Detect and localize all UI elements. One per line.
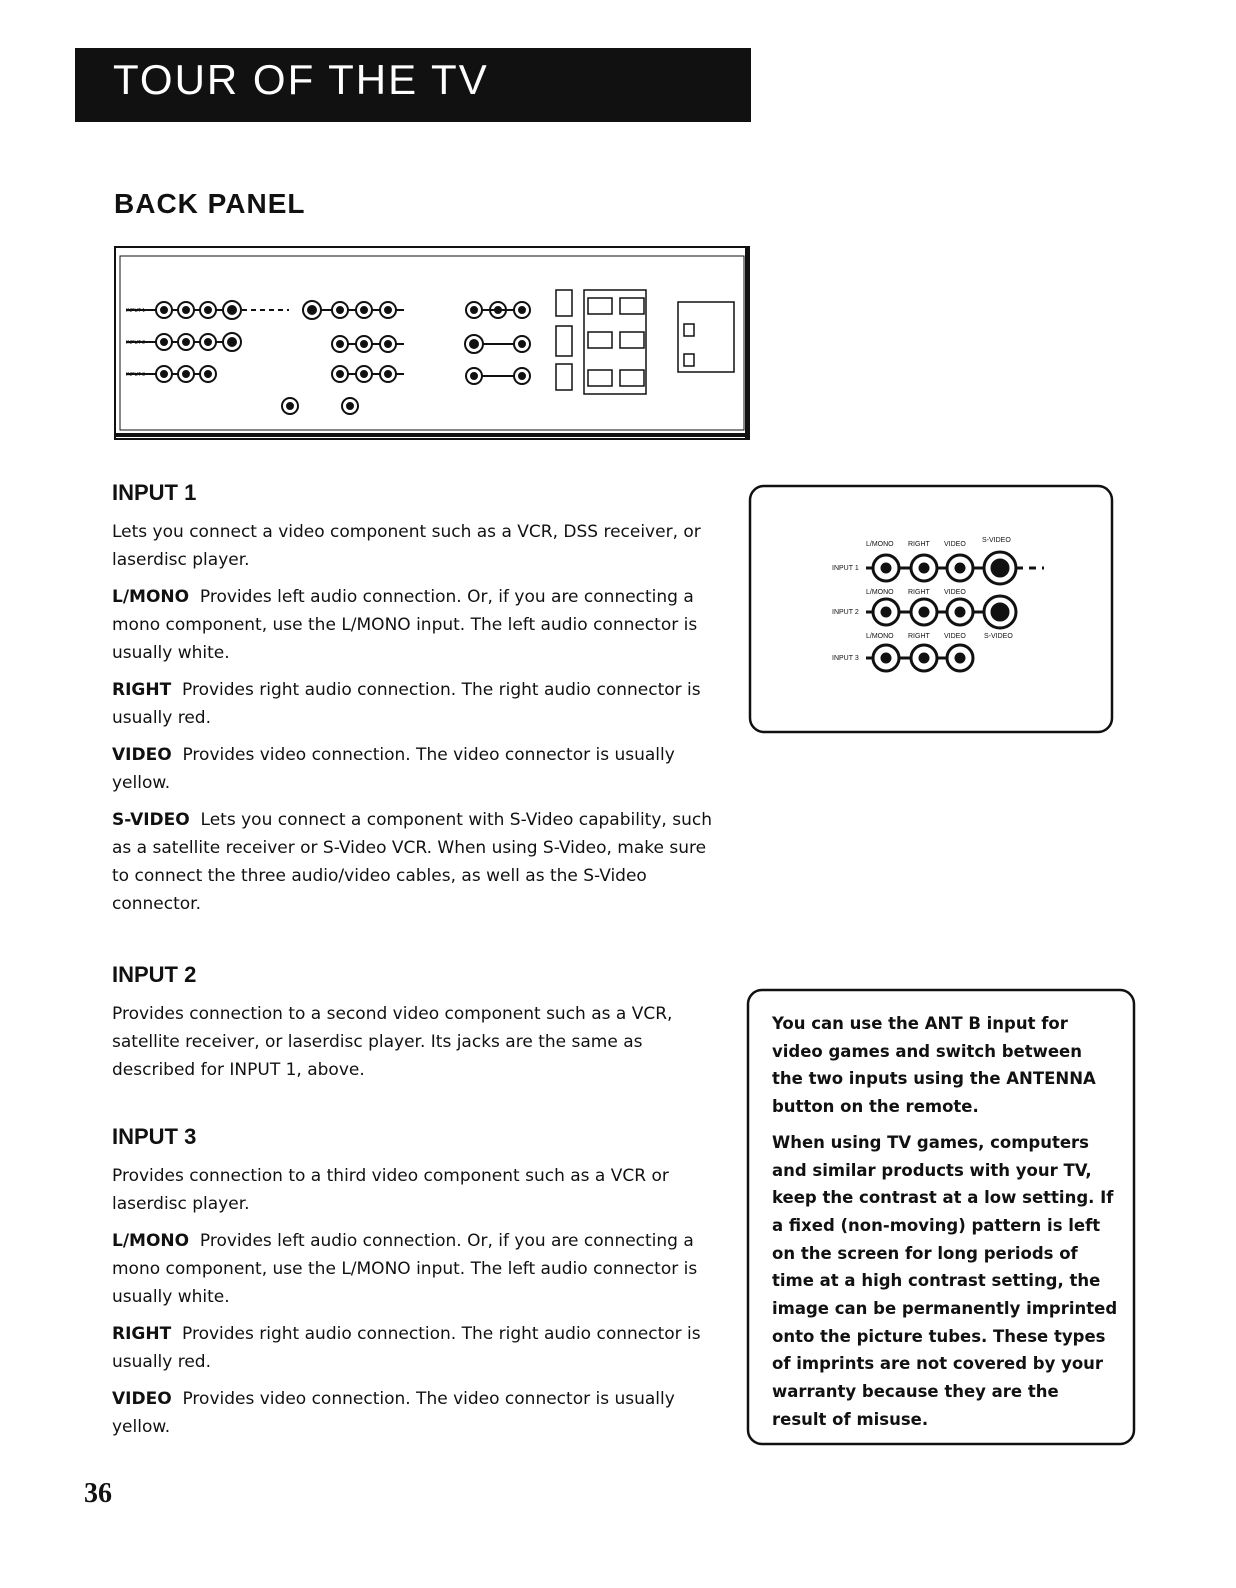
term: RIGHT: [112, 1324, 172, 1344]
input1-section: [112, 480, 722, 506]
diagram-label-input1: INPUT 1: [126, 308, 146, 314]
detail-right-label-3: RIGHT: [908, 633, 930, 640]
desc: Provides video connection. The video connector is usually yellow.: [112, 1389, 675, 1437]
detail-lmono-label-1: L/MONO: [866, 541, 894, 548]
detail-input3-label: INPUT 3: [832, 655, 859, 662]
input1-video: [112, 741, 722, 797]
section-title: BACK PANEL: [114, 188, 306, 219]
note-paragraph-1: You can use the ANT B input for video games and switch between the two inputs using the ANTENNA button on the remote.: [772, 1014, 1096, 1117]
note-box: [772, 1010, 1118, 1434]
input2-text: Provides connection to a second video component such as a VCR, satellite receiver, or laserdisc player. Its jacks are the same as described for INPUT 1, above.: [112, 1004, 673, 1080]
input2-section: [112, 962, 722, 1084]
detail-input1-label: INPUT 1: [832, 565, 859, 572]
input1-lmono: [112, 583, 722, 667]
term: S-VIDEO: [112, 810, 190, 830]
input3-video: [112, 1385, 722, 1441]
desc: Lets you connect a component with S-Video capability, such as a satellite receiver or S-Video VCR. When using S-Video, make sure to connect the three audio/video cables, as well as the S-Video connector.: [112, 810, 712, 914]
detail-right-label-1: RIGHT: [908, 541, 930, 548]
input3-intro: Provides connection to a third video component such as a VCR or laserdisc player.: [112, 1166, 669, 1214]
detail-video-label-2: VIDEO: [944, 589, 966, 596]
input1-body: [112, 518, 722, 918]
term: VIDEO: [112, 745, 172, 765]
term: L/MONO: [112, 587, 190, 607]
header-bar: [75, 48, 751, 122]
note-paragraph-2: When using TV games, computers and similar products with your TV, keep the contrast at a low setting. If a fixed (non-moving) pattern is left on the screen for long periods of time at a high contrast setting, the image can be permanently imprinted onto the picture tubes. These types of imprints are not covered by your warranty because they are the result of misuse.: [772, 1132, 1118, 1429]
input3-heading: INPUT 3: [112, 1124, 197, 1149]
input1-right: [112, 676, 722, 732]
detail-video-label-3: VIDEO: [944, 633, 966, 640]
detail-svideo-label-3: S-VIDEO: [984, 633, 1013, 640]
detail-video-label-1: VIDEO: [944, 541, 966, 548]
term: L/MONO: [112, 1231, 190, 1251]
diagram-label-input2: INPUT 2: [126, 340, 146, 346]
term: VIDEO: [112, 1389, 172, 1409]
input2-heading: INPUT 2: [112, 962, 197, 987]
input3-right: [112, 1320, 722, 1376]
detail-lmono-label-3: L/MONO: [866, 633, 894, 640]
input1-heading: INPUT 1: [112, 480, 197, 505]
desc: Provides right audio connection. The right audio connector is usually red.: [112, 1324, 701, 1372]
detail-right-label-2: RIGHT: [908, 589, 930, 596]
desc: Provides video connection. The video connector is usually yellow.: [112, 745, 675, 793]
desc: Provides left audio connection. Or, if you are connecting a mono component, use the L/MONO input. The left audio connector is usually white.: [112, 587, 698, 663]
input3-lmono: [112, 1227, 722, 1311]
term: RIGHT: [112, 680, 172, 700]
back-panel-diagram: [114, 246, 750, 440]
desc: Provides left audio connection. Or, if you are connecting a mono component, use the L/MONO input. The left audio connector is usually white.: [112, 1231, 698, 1307]
page-number: 36: [84, 1478, 112, 1509]
diagram-label-input3: INPUT 3: [126, 372, 146, 378]
detail-input2-label: INPUT 2: [832, 609, 859, 616]
detail-lmono-label-2: L/MONO: [866, 589, 894, 596]
page-title: TOUR OF THE TV: [113, 56, 489, 103]
desc: Provides right audio connection. The right audio connector is usually red.: [112, 680, 701, 728]
input3-section: [112, 1124, 722, 1441]
detail-svideo-label-1: S-VIDEO: [982, 537, 1011, 544]
input1-intro: Lets you connect a video component such as a VCR, DSS receiver, or laserdisc player.: [112, 522, 701, 570]
input-jacks-detail: [748, 484, 1114, 734]
input1-svideo: [112, 806, 722, 918]
